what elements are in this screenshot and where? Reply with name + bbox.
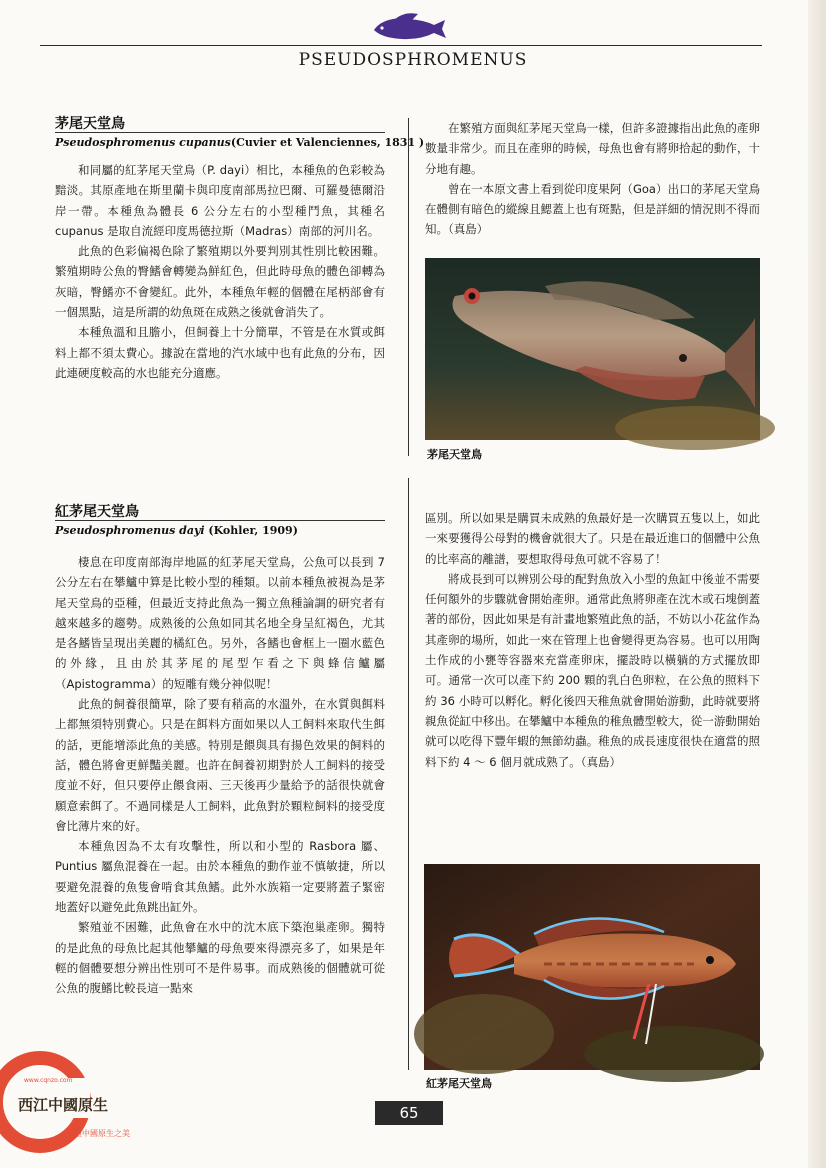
section1-species: Pseudosphromenus cupanus [55,136,231,149]
section1-author: (Cuvier et Valenciennes, 1831 ) [230,136,425,149]
paragraph: 本種魚因為不太有攻擊性，所以和小型的 Rasbora 屬、Puntius 屬魚混養在一起。由於本種魚的動作並不慎敏捷，所以要避免混養的魚隻會啃食其魚鰭。此外水族箱一定要將蓋子緊密地蓋好以避免此魚跳出缸外。 [55,839,385,915]
paragraph: 區別。所以如果是購買未成熟的魚最好是一次購買五隻以上，如此一來要獲得公母對的機會就很大了。只是在最近進口的個體中公魚的比率高的離譜，要想取得母魚可就不容易了！ [425,511,760,566]
section1-left-body [55,160,385,383]
paragraph: 本種魚溫和且膽小，但飼養上十分簡單，不管是在水質或餌料上都不須太費心。據說在當地的汽水域中也有此魚的分布，因此連硬度較高的水也能充分適應。 [55,325,385,380]
section1-scientific-name [55,136,424,149]
fish-photo-cupanus [425,258,760,440]
section2-right-body [425,508,760,772]
section2-species: Pseudosphromenus dayi [55,524,205,537]
header-rule [40,45,762,46]
section2-scientific-name [55,524,298,537]
section1-rule [55,132,385,133]
section1-right-body [425,118,760,240]
page-header-title: PSEUDOSPHROMENUS [298,50,528,70]
watermark-text: 西江中國原生 [18,1096,109,1114]
section2-left-body [55,552,385,999]
watermark-url: www.cqnzo.com [24,1077,73,1084]
page-number: 65 [375,1101,443,1125]
paragraph: 此魚的色彩偏褐色除了繁殖期以外要判別其性別比較困難。繁殖期時公魚的臀鰭會轉變為鮮紅色，但此時母魚的體色卻轉為灰暗，臀鰭亦不會變紅。此外，本種魚年輕的個體在尾柄部會有一個黑點，這是所謂的幼魚斑在成熟之後就會消失了。 [55,244,385,320]
section2-author: (Kohler, 1909) [208,524,298,537]
paragraph: 棲息在印度南部海岸地區的紅茅尾天堂鳥，公魚可以長到 7 公分左右在攀鱸中算是比較小型的種類。以前本種魚被視為是茅尾天堂鳥的亞種，但最近支持此魚為一獨立魚種論調的研究者有越來越多的趨勢。成熟後的公魚如同其名地全身呈紅褐色，尤其是各鰭皆呈現出美麗的橘紅色。另外，各鰭也會框上一圈水藍色的外緣，且由於其茅尾的尾型乍看之下與蜂信鱸屬（Apistogramma）的短雕有幾分神似呢！ [55,555,385,691]
section2-title: 紅茅尾天堂鳥 [55,504,139,520]
paragraph: 曾在一本原文書上看到從印度果阿（Goa）出口的茅尾天堂鳥在體側有暗色的縱線且鰓蓋上也有斑點，但是詳細的情況則不得而知。（真島） [425,181,760,237]
paragraph: 此魚的飼養很簡單，除了要有稍高的水溫外，在水質與餌料上都無須特別費心。只是在餌料方面如果以人工飼料來取代生餌的話，更能增添此魚的美感。特別是餵與具有揚色效果的飼料的話，體色將會更鮮豔美麗。也許在飼養初期對於人工飼料的接受度並不好，但只要停止餵食兩、三天後再少量給予的話很快就會願意索餌了。不過同樣是人工飼料，此魚對於顆粒飼料的接受度會比薄片來的好。 [55,697,385,833]
section1-title: 茅尾天堂鳥 [55,116,125,132]
fish-photo-dayi [424,864,760,1070]
section2-rule [55,520,385,521]
column-divider-bottom [408,478,409,1070]
watermark-subtitle: 守望中國原生之美 [66,1129,130,1138]
section1-photo-caption: 茅尾天堂鳥 [427,448,482,461]
paragraph: 和同屬的紅茅尾天堂鳥（P. dayi）相比，本種魚的色彩較為黯淡。其原產地在斯里蘭卡與印度南部馬拉巴爾、可羅曼德爾沿岸一帶。本種魚為體長 6 公分左右的小型種鬥魚，其種名 cupanus 是取自流經印度馬德拉斯（Madras）南部的河川名。 [55,163,385,238]
fish-logo-icon [368,10,448,44]
paragraph: 在繁殖方面與紅茅尾天堂鳥一樣，但許多證據指出此魚的產卵數量非常少。而且在產卵的時候，母魚也會有將卵拾起的動作，十分地有趣。 [425,121,760,176]
column-divider-top [408,118,409,456]
paragraph: 繁殖並不困難，此魚會在水中的沈木底下築泡巢產卵。獨特的是此魚的母魚比起其他攀鱸的母魚要來得漂亮多了，如果是年輕的個體要想分辨出性別可不是件易事。而成熟後的個體就可從公魚的腹鰭比較長這一點來 [55,920,385,996]
page-edge [808,0,826,1168]
section2-photo-caption: 紅茅尾天堂鳥 [426,1077,492,1090]
paragraph: 將成長到可以辨別公母的配對魚放入小型的魚缸中後並不需要任何額外的步驟就會開始產卵。通常此魚將卵產在沈木或石塊倒蓋著的部份，因此如果是有計畫地繁殖此魚的話，不妨以小花盆作為其產卵的場所，如此一來在管理上也會變得更為容易。也可以用陶土作成的小甕等容器來充當產卵床，擺設時以橫躺的方式擺放即可。通常一次可以產下約 200 顆的乳白色卵粒，在公魚的照料下約 36 小時可以孵化。孵化後四天稚魚就會開始游動，此時就要將親魚從缸中移出。在攀鱸中本種魚的稚魚體型較大，從一游動開始就可以吃得下豐年蝦的無節幼蟲。稚魚的成長速度很快在適當的照料下約 4 ～ 6 個月就成熟了。（真島） [425,571,760,769]
